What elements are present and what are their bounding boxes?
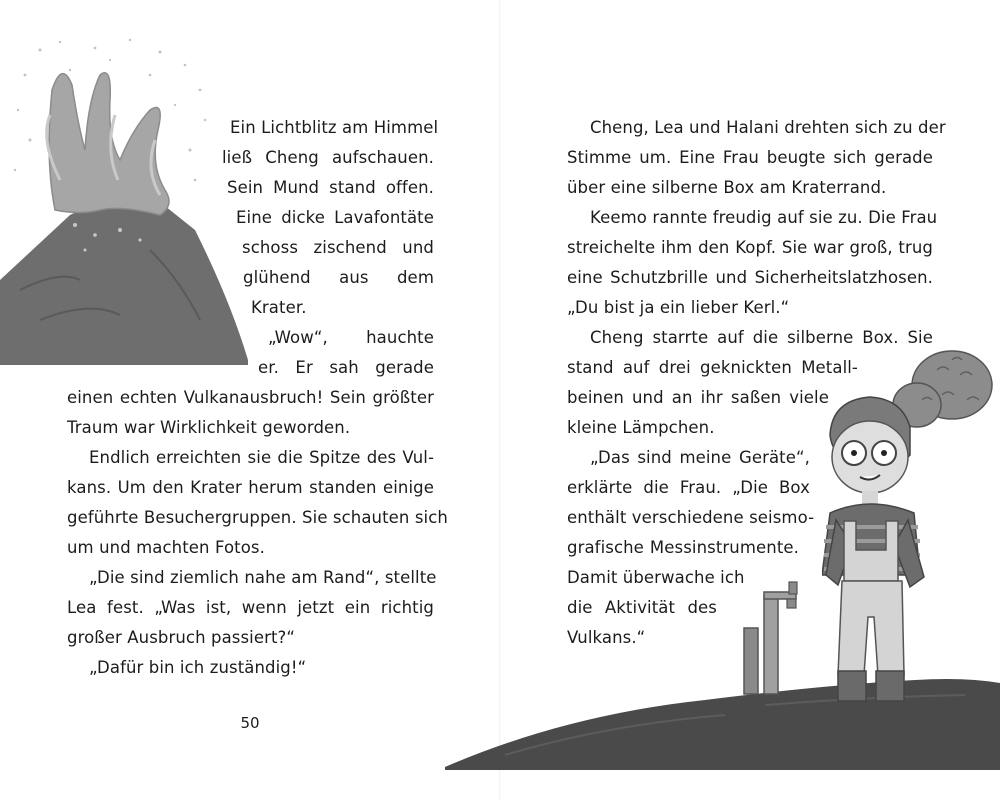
text-line: eine Schutzbrille und Sicherheitslatzhosen. — [567, 268, 933, 287]
text-line: Sein Mund stand offen. — [227, 178, 434, 197]
text-line: Krater. — [251, 298, 307, 317]
text-line: stand auf drei geknickten Metall- — [567, 358, 858, 377]
text-line: „Du bist ja ein lieber Kerl.“ — [567, 298, 790, 317]
text-line: Cheng, Lea und Halani drehten sich zu der — [590, 118, 946, 137]
text-line: Endlich erreichten sie die Spitze des Vul- — [89, 448, 434, 467]
text-line: Keemo rannte freudig auf sie zu. Die Frau — [590, 208, 938, 227]
text-line: „Die sind ziemlich nahe am Rand“, stellte — [89, 568, 437, 587]
volcano-illustration — [0, 30, 250, 375]
text-line: Lea fest. „Was ist, wenn jetzt ein richtig — [67, 598, 434, 617]
text-line: schoss zischend und — [242, 238, 434, 257]
text-line: streichelte ihm den Kopf. Sie war groß, trug — [567, 238, 933, 257]
text-line: enthält verschiedene seismo- — [567, 508, 815, 527]
text-line: kans. Um den Krater herum standen einige — [67, 478, 434, 497]
text-line: „Das sind meine Geräte“, — [590, 448, 810, 467]
text-line: „Wow“, hauchte — [268, 328, 434, 347]
text-line: er. Er sah gerade — [258, 358, 434, 377]
right-page — [500, 0, 1000, 800]
text-line: geführte Besuchergruppen. Sie schauten sich — [67, 508, 448, 527]
text-line: Eine dicke Lavafontäte — [236, 208, 434, 227]
text-line: Damit überwache ich — [567, 568, 745, 587]
text-line: kleine Lämpchen. — [567, 418, 715, 437]
text-line: einen echten Vulkanausbruch! Sein größter — [67, 388, 434, 407]
text-line: Traum war Wirklichkeit geworden. — [67, 418, 351, 437]
scientist-woman-illustration — [822, 345, 1000, 710]
text-line: die Aktivität des — [567, 598, 717, 617]
text-line: beinen und an ihr saßen viele — [567, 388, 829, 407]
text-line: um und machten Fotos. — [67, 538, 265, 557]
text-line: grafische Messinstrumente. — [567, 538, 799, 557]
text-line: glühend aus dem — [243, 268, 434, 287]
text-line: Vulkans.“ — [567, 628, 646, 647]
text-line: „Dafür bin ich zuständig!“ — [89, 658, 307, 677]
text-line: Cheng starrte auf die silberne Box. Sie — [590, 328, 933, 347]
text-line: ließ Cheng aufschauen. — [222, 148, 434, 167]
text-line: erklärte die Frau. „Die Box — [567, 478, 810, 497]
text-line: über eine silberne Box am Kraterrand. — [567, 178, 887, 197]
measuring-instrument-illustration — [735, 578, 805, 698]
text-line: Stimme um. Eine Frau beugte sich gerade — [567, 148, 933, 167]
text-line: Ein Lichtblitz am Himmel — [230, 118, 439, 137]
text-line: großer Ausbruch passiert?“ — [67, 628, 296, 647]
page-number: 50 — [240, 714, 260, 732]
